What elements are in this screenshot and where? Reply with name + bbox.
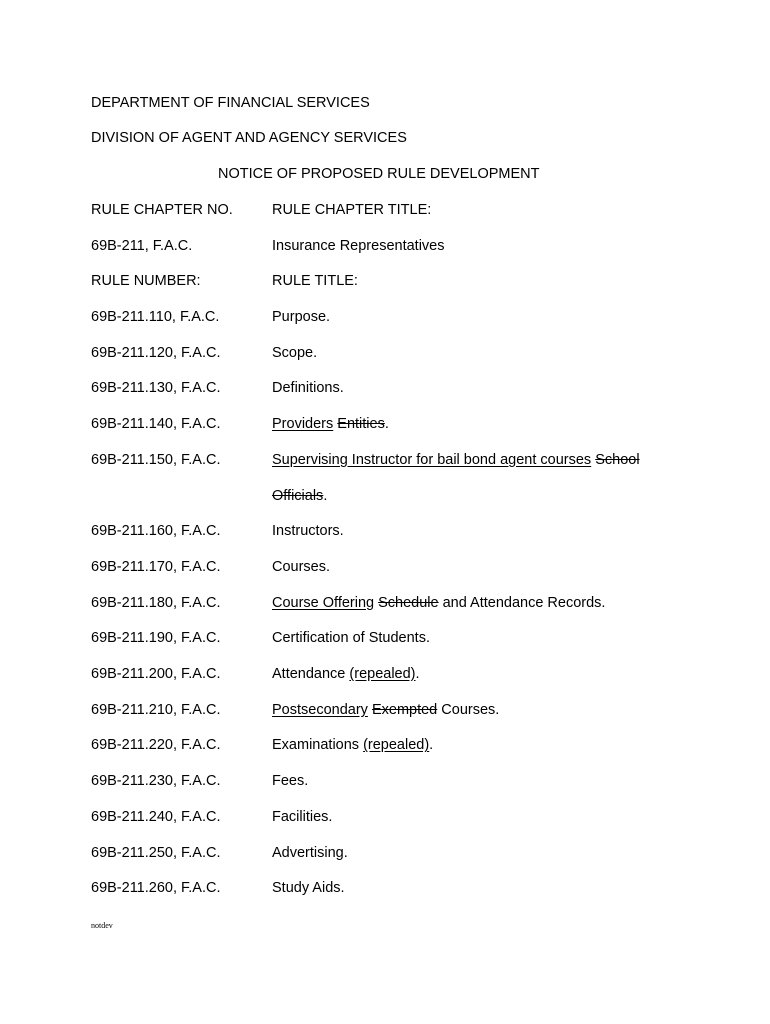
rule-number: 69B-211.120, F.A.C. (91, 344, 221, 361)
rule-title (272, 594, 605, 612)
title-text: Facilities. (272, 808, 333, 825)
rule-number: 69B-211.250, F.A.C. (91, 844, 221, 861)
rule-title (272, 487, 327, 505)
rule-number: 69B-211.140, F.A.C. (91, 416, 221, 433)
rule-title (272, 808, 332, 826)
inserted-text: Course Offering (272, 594, 375, 611)
rule-title (272, 629, 430, 647)
rule-number: 69B-211.260, F.A.C. (91, 880, 221, 897)
rule-title (272, 344, 317, 362)
deleted-text: Entities (337, 416, 385, 433)
rule-title (272, 879, 345, 897)
rule-title-label: RULE TITLE: (272, 273, 358, 289)
rule-number: 69B-211.230, F.A.C. (91, 773, 221, 790)
inserted-text: Providers (272, 416, 334, 433)
title-text: Courses. (437, 701, 500, 718)
deleted-text: Schedule (378, 594, 439, 611)
rule-number: 69B-211.150, F.A.C. (91, 451, 221, 468)
rule-title (272, 415, 389, 433)
inserted-text: Supervising Instructor for bail bond agent courses (272, 451, 592, 468)
title-text: . (384, 416, 389, 433)
rule-number: 69B-211.130, F.A.C. (91, 380, 221, 397)
rule-title (272, 379, 344, 397)
title-text: Study Aids. (272, 880, 345, 897)
rule-title (272, 308, 330, 326)
deleted-text: School (595, 451, 640, 468)
rule-chapter-no-label: RULE CHAPTER NO. (91, 202, 233, 218)
division-heading: DIVISION OF AGENT AND AGENCY SERVICES (91, 130, 407, 146)
rule-number: 69B-211.200, F.A.C. (91, 666, 221, 682)
rule-number: 69B-211.220, F.A.C. (91, 737, 221, 754)
title-text: Purpose. (272, 309, 331, 325)
rule-number: 69B-211.110, F.A.C. (91, 309, 220, 325)
rule-title (272, 451, 640, 469)
notice-title: NOTICE OF PROPOSED RULE DEVELOPMENT (218, 166, 540, 182)
rule-number: 69B-211.170, F.A.C. (91, 558, 221, 575)
rule-number: 69B-211.240, F.A.C. (91, 808, 221, 825)
rule-chapter-no: 69B-211, F.A.C. (91, 238, 193, 254)
rule-title (272, 772, 308, 790)
inserted-text: Postsecondary (272, 701, 368, 718)
title-text: . (323, 487, 328, 504)
title-text: and Attendance Records. (438, 594, 606, 611)
rule-chapter-title: Insurance Representatives (272, 238, 445, 254)
title-text: Examinations (272, 737, 364, 754)
rule-title (272, 558, 330, 576)
title-text: Instructors. (272, 523, 344, 540)
rule-number: 69B-211.210, F.A.C. (91, 701, 221, 718)
title-text: Fees. (272, 773, 309, 790)
rule-number-label: RULE NUMBER: (91, 273, 201, 289)
title-text: . (429, 737, 434, 754)
rule-title (272, 665, 420, 683)
deleted-text: Officials (272, 487, 324, 504)
title-text: Courses. (272, 558, 331, 575)
title-text: Certification of Students. (272, 630, 430, 647)
rule-title (272, 736, 433, 754)
rule-number: 69B-211.190, F.A.C. (91, 630, 221, 647)
rule-number: 69B-211.180, F.A.C. (91, 594, 221, 611)
title-text: Scope. (272, 344, 318, 361)
title-text: Attendance (272, 666, 350, 682)
rule-number: 69B-211.160, F.A.C. (91, 523, 221, 540)
title-text: Advertising. (272, 844, 348, 861)
inserted-text: (repealed) (363, 737, 430, 754)
rule-title (272, 844, 348, 862)
rule-title (272, 701, 499, 719)
title-text: Definitions. (272, 380, 344, 397)
rule-title (272, 522, 344, 540)
footer-note: notdev (91, 921, 113, 930)
rule-chapter-title-label: RULE CHAPTER TITLE: (272, 202, 432, 218)
department-heading: DEPARTMENT OF FINANCIAL SERVICES (91, 95, 370, 111)
title-text: . (415, 666, 420, 682)
deleted-text: Exempted (371, 701, 438, 718)
inserted-text: (repealed) (349, 666, 416, 682)
